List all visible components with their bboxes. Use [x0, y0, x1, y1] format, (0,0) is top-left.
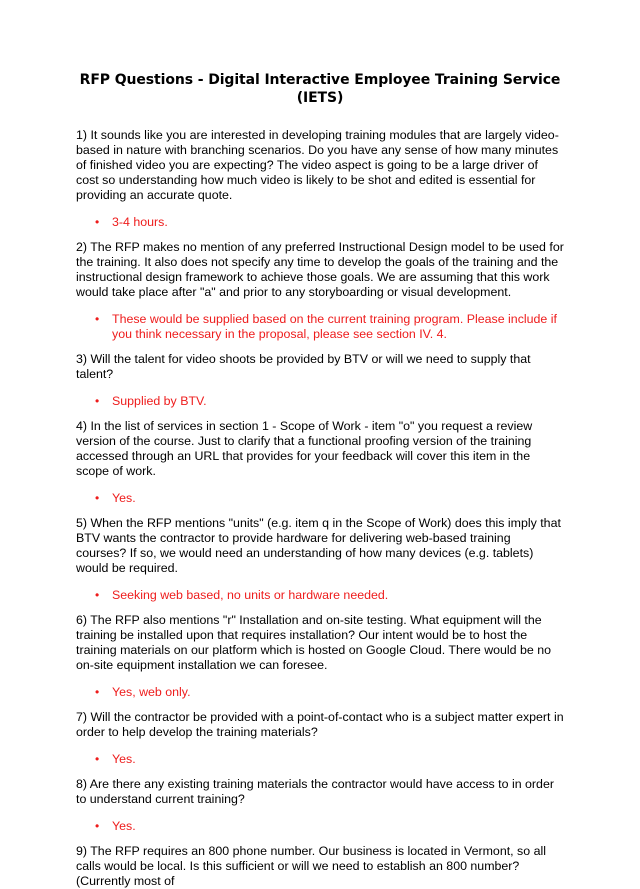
answer-item [95, 491, 564, 506]
qa-list [76, 128, 564, 889]
answer-list [76, 588, 564, 603]
question-text: 4) In the list of services in section 1 - Scope of Work - item "o" you request a review version of the course. Just to clarify that a functional proofing version of the training accessed through an URL that provides for your feedback will cover this item in the scope of work. [76, 419, 533, 478]
question-text: 3) Will the talent for video shoots be provided by BTV or will we need to supply that talent? [76, 352, 531, 381]
bullet-icon: • [95, 752, 100, 766]
question-text: 9) The RFP requires an 800 phone number. Our business is located in Vermont, so all calls would be local. Is this sufficient or will we need to establish an 800 number? (Currently most of [76, 844, 546, 888]
answer-text: Yes. [112, 491, 136, 505]
answer-item [95, 752, 564, 767]
answer-item [95, 819, 564, 834]
document-title: RFP Questions - Digital Interactive Employee Training Service (IETS) [79, 72, 561, 106]
answer-text: 3-4 hours. [112, 215, 168, 229]
question-text: 1) It sounds like you are interested in developing training modules that are largely video-based in nature with branching scenarios. Do you have any sense of how many minutes of finished video you are expecting? The video aspect is going to be a large driver of cost so understanding how much video is likely to be shot and edited is essential for providing an accurate quote. [76, 128, 559, 202]
answer-list [76, 215, 564, 230]
answer-text: Yes, web only. [112, 685, 191, 699]
bullet-icon: • [95, 215, 100, 229]
bullet-icon: • [95, 312, 100, 326]
question-text: 6) The RFP also mentions "r" Installation and on-site testing. What equipment will the training be installed upon that requires installation? Our intent would be to host the training materials on our platform which is hosted on Google Cloud. There would be no on-site equipment installation we can foresee. [76, 613, 552, 672]
question-text: 8) Are there any existing training materials the contractor would have access to in order to understand current training? [76, 777, 554, 806]
answer-text: Yes. [112, 819, 136, 833]
answer-list [76, 752, 564, 767]
answer-item [95, 394, 564, 409]
answer-list [76, 685, 564, 700]
answer-text: Yes. [112, 752, 136, 766]
bullet-icon: • [95, 588, 100, 602]
answer-item [95, 685, 564, 700]
bullet-icon: • [95, 491, 100, 505]
answer-list [76, 819, 564, 834]
bullet-icon: • [95, 685, 100, 699]
answer-item [95, 312, 564, 342]
answer-item [95, 588, 564, 603]
question-text: 2) The RFP makes no mention of any preferred Instructional Design model to be used for the training. It also does not specify any time to develop the goals of the training and the instructional design framework to achieve those goals. We are assuming that this work would take place after "a" and prior to any storyboarding or visual development. [76, 240, 564, 299]
answer-item [95, 215, 564, 230]
answer-list [76, 312, 564, 342]
answer-text: Supplied by BTV. [112, 394, 207, 408]
answer-list [76, 491, 564, 506]
bullet-icon: • [95, 394, 100, 408]
answer-text: Seeking web based, no units or hardware needed. [112, 588, 389, 602]
answer-list [76, 394, 564, 409]
bullet-icon: • [95, 819, 100, 833]
question-text: 7) Will the contractor be provided with a point-of-contact who is a subject matter expert in order to help develop the training materials? [76, 710, 564, 739]
answer-text: These would be supplied based on the current training program. Please include if you think necessary in the proposal, please see section IV. 4. [112, 312, 557, 341]
question-text: 5) When the RFP mentions "units" (e.g. item q in the Scope of Work) does this imply that BTV wants the contractor to provide hardware for delivering web-based training courses? If so, we would need an understanding of how many devices (e.g. tablets) would be required. [76, 516, 561, 575]
